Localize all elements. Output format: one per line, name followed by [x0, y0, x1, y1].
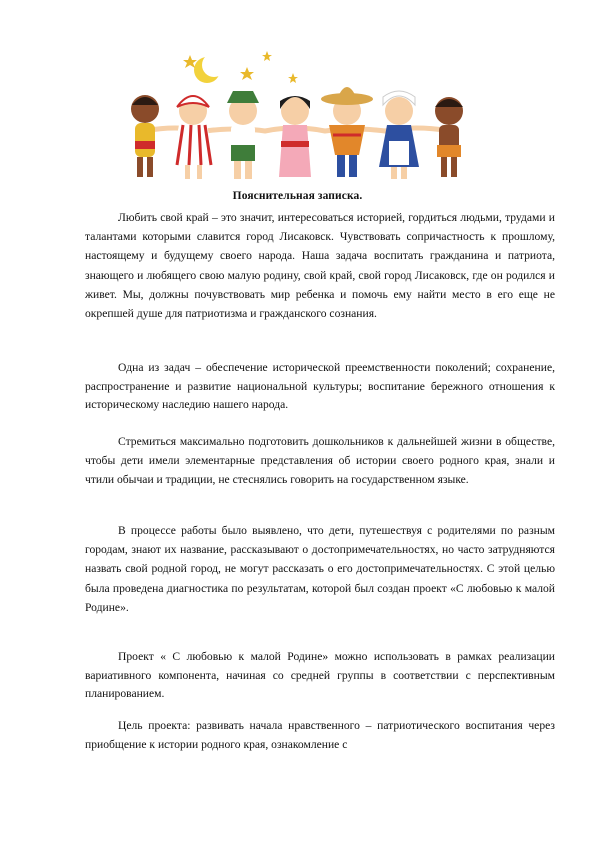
body-paragraph: Цель проекта: развивать начала нравственного – патриотического воспитания через приобщение к истории родного края, ознакомление с [85, 719, 555, 752]
body-paragraph: Проект « С любовью к малой Родине» можно использовать в рамках реализации вариативного компонента, начиная со средней группы в соответствии с перспективным планированием. [85, 650, 555, 700]
body-paragraph: В процессе работы было выявлено, что дети, путешествуя с родителями по разным городам, знают их название, рассказывают о достопримечательностях, но часто затрудняются назвать свой родной город, не могут рассказать о его достопримечательностях. С этой целью была проведена диагностика по результатам, которой был создан проект «С любовью к малой Родине». [85, 524, 555, 614]
child-figure [131, 95, 159, 177]
document-title: Пояснительная записка. [232, 190, 363, 202]
child-figure [279, 96, 311, 177]
child-figure [227, 91, 259, 179]
child-figure [435, 97, 463, 177]
body-paragraph: Любить свой край – это значит, интересоваться историей, гордиться людьми, трудами и талантами которыми славится город Лисаковск. Чувствовать сопричастность к прошлому, настоящему и будущему своего народа. Наша задача воспитать гражданина и патриота, знающего и любящего свою малую родину, свой край, свой город Лисаковск, где он родился и живет. Мы, должны почувствовать мир ребенка и помочь ему найти место в его еще не окрепшей душе для патриотизма и гражданского сознания. [85, 211, 555, 321]
body-paragraph: Стремиться максимально подготовить дошкольников к дальнейшей жизни в обществе, чтобы дети имели элементарные представления об истории своего родного края, знали и чтили обычаи и традиции, не стеснялись говорить на государственном языке. [85, 435, 555, 487]
children-holding-hands-illustration [115, 45, 480, 185]
child-figure [379, 91, 419, 179]
child-figure [171, 96, 215, 179]
crescent-moon-icon [194, 53, 226, 83]
body-paragraph: Одна из задач – обеспечение исторической преемственности поколений; сохранение, распространение и развитие национальной культуры; воспитание бережного отношения к историческому наследию нашего народа. [85, 361, 555, 411]
